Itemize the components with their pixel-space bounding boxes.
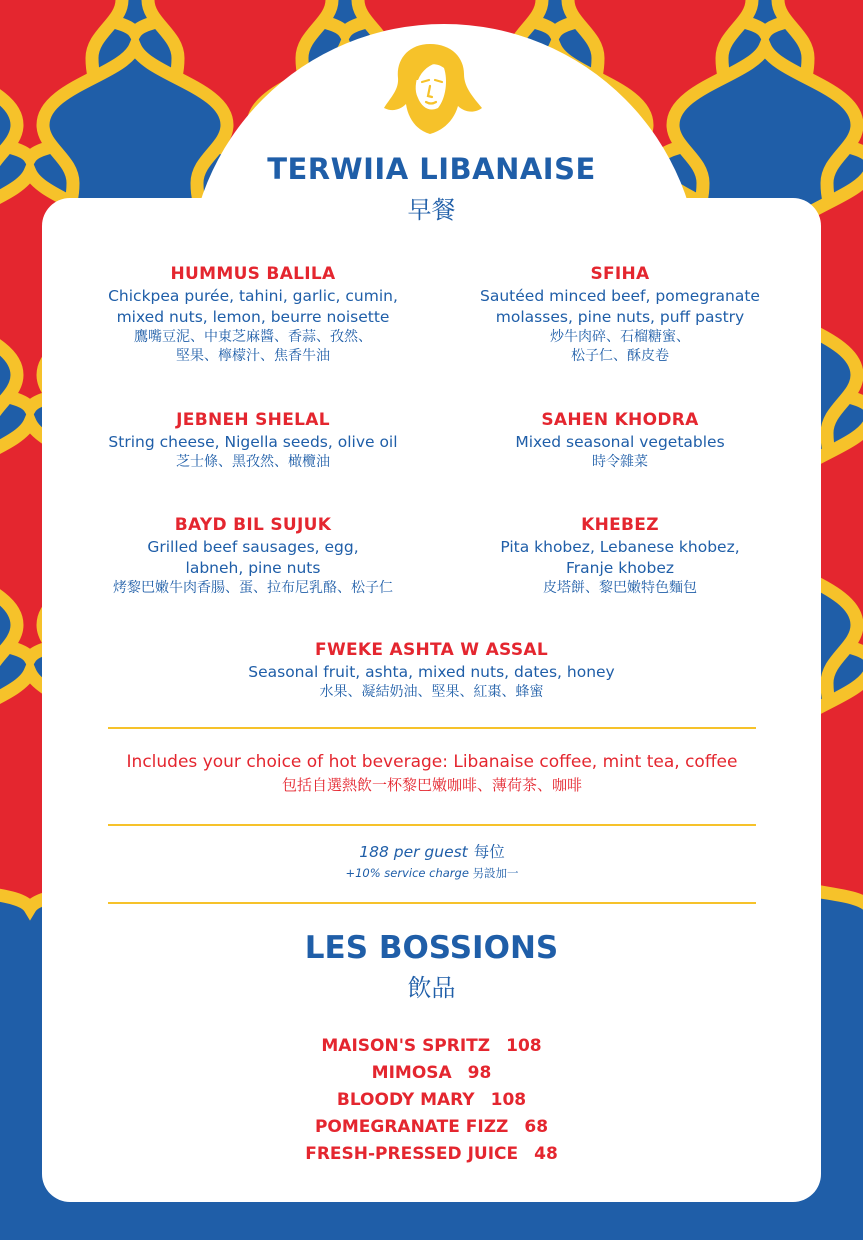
drink-name: POMEGRANATE FIZZ [314, 1117, 509, 1137]
drink-item [0, 1114, 863, 1141]
drink-name: MAISON'S SPRITZ [321, 1036, 491, 1056]
drink-name: BLOODY MARY [336, 1090, 475, 1110]
beverage-note-en: Includes your choice of hot beverage: Libanaise coffee, mint tea, coffee [126, 752, 738, 772]
drinks-list [0, 1033, 863, 1168]
divider [108, 902, 756, 904]
item-desc-zh: 炒牛肉碎、石榴糖蜜、 [550, 329, 690, 345]
drinks-title-zh: 飲品 [407, 974, 456, 1002]
drinks-title: LES BOSSIONS [304, 930, 559, 966]
drink-price: 108 [506, 1036, 542, 1056]
menu-item-jebneh-shelal [88, 408, 418, 472]
item-desc: Grilled beef sausages, egg, [147, 538, 359, 556]
pricing [108, 840, 756, 882]
item-name: SFIHA [590, 264, 650, 284]
price-per-guest: 188 per guest [359, 843, 468, 861]
menu-item-sahen-khodra [455, 408, 785, 472]
menu-item-fweke-ashta-w-assal [180, 638, 683, 702]
drink-price: 108 [490, 1090, 527, 1110]
item-desc-zh: 時令雜菜 [592, 454, 648, 470]
woman-portrait-logo-icon [378, 40, 484, 136]
divider [108, 727, 756, 729]
service-charge-zh: 另設加一 [472, 866, 519, 880]
item-name: KHEBEZ [581, 515, 659, 535]
item-desc-zh: 鷹嘴豆泥、中東芝麻醬、香蒜、孜然、 [134, 329, 372, 345]
drink-price: 98 [467, 1063, 492, 1083]
divider [108, 824, 756, 826]
item-desc-zh: 堅果、檸檬汁、焦香牛油 [176, 348, 330, 364]
price-per-guest-zh: 每位 [473, 843, 505, 861]
service-charge: +10% service charge [345, 866, 469, 880]
item-desc-zh: 芝士條、黑孜然、橄欖油 [176, 454, 330, 470]
item-desc-zh: 水果、凝結奶油、堅果、紅棗、蜂蜜 [319, 684, 544, 700]
item-name: SAHEN KHODRA [541, 410, 699, 430]
drink-price: 48 [534, 1144, 558, 1164]
breakfast-title: TERWIIA LIBANAISE [267, 152, 596, 186]
item-name: BAYD BIL SUJUK [174, 515, 332, 535]
item-desc: Franje khobez [565, 559, 675, 577]
menu-item-khebez [455, 513, 785, 598]
drink-price: 68 [524, 1117, 549, 1137]
item-desc: Pita khobez, Lebanese khobez, [500, 538, 740, 556]
drink-item [0, 1141, 863, 1168]
item-name: FWEKE ASHTA W ASSAL [315, 640, 548, 660]
item-desc: molasses, pine nuts, puff pastry [495, 308, 745, 326]
item-desc-zh: 烤黎巴嫩牛肉香腸、蛋、拉布尼乳酪、松子仁 [113, 580, 393, 596]
menu-item-sfiha [455, 262, 785, 366]
item-desc: Chickpea purée, tahini, garlic, cumin, [108, 287, 398, 305]
beverage-note-zh: 包括自選熱飲一杯黎巴嫩咖啡、薄荷茶、咖啡 [281, 776, 582, 794]
breakfast-title-zh: 早餐 [407, 196, 456, 224]
item-desc: mixed nuts, lemon, beurre noisette [116, 308, 390, 326]
drink-name: MIMOSA [371, 1063, 452, 1083]
item-desc-zh: 皮塔餅、黎巴嫩特色麵包 [543, 580, 697, 596]
drink-item [0, 1060, 863, 1087]
drink-name: FRESH-PRESSED JUICE [305, 1144, 519, 1164]
item-desc-zh: 松子仁、酥皮卷 [571, 348, 669, 364]
item-name: HUMMUS BALILA [170, 264, 336, 284]
item-desc: Mixed seasonal vegetables [515, 433, 725, 451]
menu-item-bayd-bil-sujuk [78, 513, 428, 598]
menu-item-hummus-balila [88, 262, 418, 366]
item-desc: labneh, pine nuts [185, 559, 321, 577]
drink-item [0, 1087, 863, 1114]
item-desc: Sautéed minced beef, pomegranate [480, 287, 760, 305]
item-desc: Seasonal fruit, ashta, mixed nuts, dates, honey [248, 663, 615, 681]
beverage-note [108, 750, 756, 796]
drink-item [0, 1033, 863, 1060]
item-desc: String cheese, Nigella seeds, olive oil [108, 433, 398, 451]
item-name: JEBNEH SHELAL [176, 410, 330, 430]
